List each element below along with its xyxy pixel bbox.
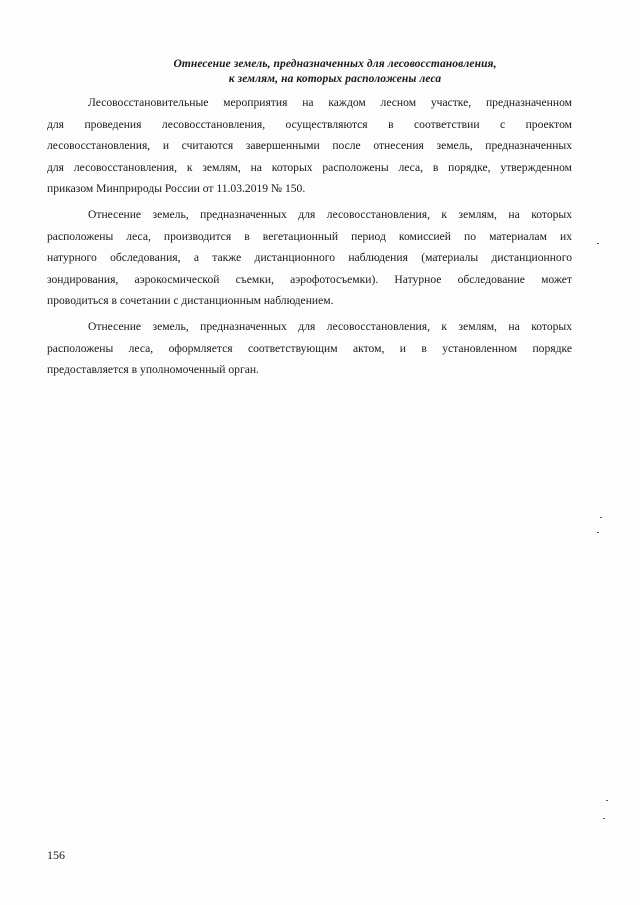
scan-speck bbox=[606, 800, 608, 801]
paragraph-line: зондирования, аэрокосмической съемки, аэрофотосъемки). Натурное обследование может bbox=[47, 272, 572, 286]
paragraph-line: для проведения лесовосстановления, осуществляются в соответствии с проектом bbox=[47, 117, 572, 131]
paragraph-line: приказом Минприроды России от 11.03.2019 № 150. bbox=[47, 182, 306, 195]
paragraph-line: проводиться в сочетании с дистанционным наблюдением. bbox=[47, 294, 334, 307]
scan-speck bbox=[597, 243, 599, 244]
section-title-line-1: Отнесение земель, предназначенных для лесовосстановления, bbox=[173, 58, 497, 70]
scan-speck bbox=[603, 818, 605, 819]
paragraph-reforestation-measures bbox=[47, 92, 572, 200]
paragraph-line: лесовосстановления, и считаются завершенными после отнесения земель, предназначенных bbox=[47, 139, 572, 152]
paragraph-line: для лесовосстановления, к землям, на которых расположены леса, в порядке, утвержденном bbox=[47, 160, 572, 174]
paragraph-line: Лесовосстановительные мероприятия на каждом лесном участке, предназначенном bbox=[88, 96, 572, 109]
page-number: 156 bbox=[47, 848, 65, 862]
section-title bbox=[100, 57, 570, 87]
paragraph-act-registration bbox=[47, 316, 572, 381]
paragraph-line: расположены леса, производится в вегетационный период комиссией по материалам их bbox=[47, 229, 572, 243]
paragraph-line: Отнесение земель, предназначенных для лесовосстановления, к землям, на которых bbox=[88, 320, 572, 333]
paragraph-commission-inspection bbox=[47, 204, 572, 312]
paragraph-line: расположены леса, оформляется соответствующим актом, и в установленном порядке bbox=[47, 341, 572, 355]
paragraph-line: предоставляется в уполномоченный орган. bbox=[47, 363, 259, 376]
scan-speck bbox=[600, 517, 602, 518]
paragraph-line: Отнесение земель, предназначенных для лесовосстановления, к землям, на которых bbox=[88, 208, 572, 221]
paragraph-line: натурного обследования, а также дистанционного наблюдения (материалы дистанционного bbox=[47, 251, 572, 264]
section-title-line-2: к землям, на которых расположены леса bbox=[228, 73, 442, 85]
scan-speck bbox=[597, 532, 599, 533]
